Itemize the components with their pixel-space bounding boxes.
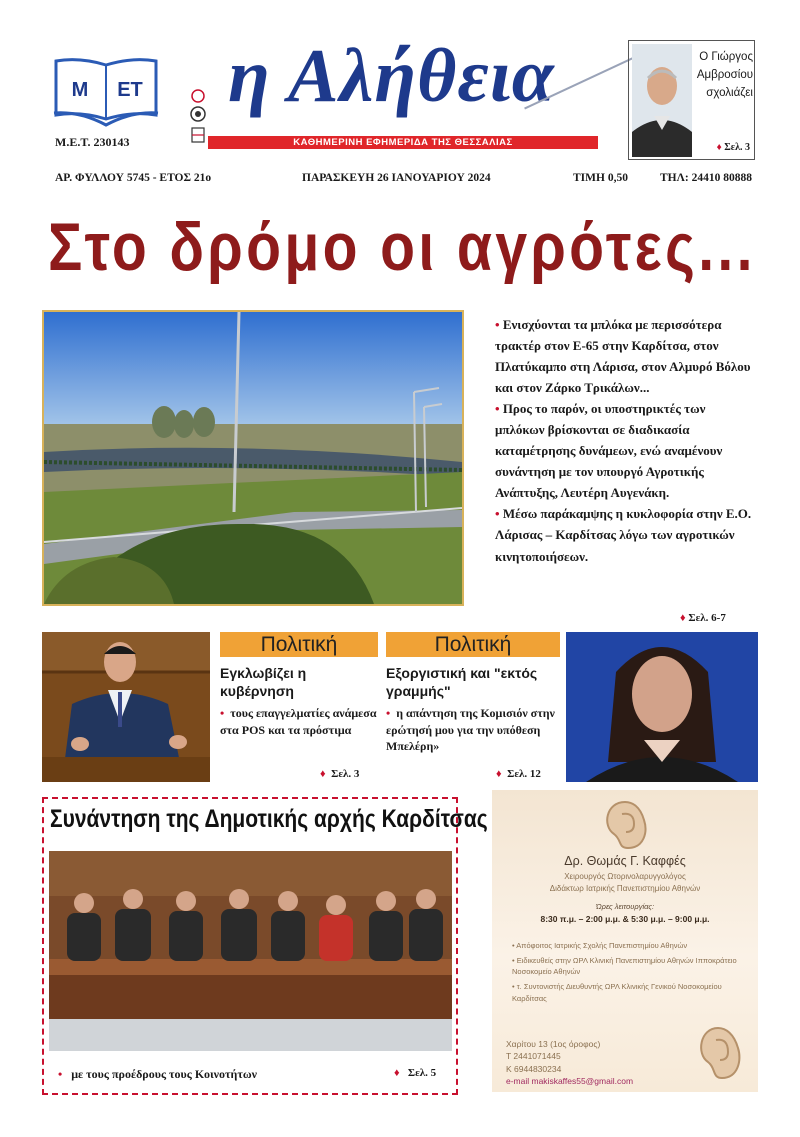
contact-phone: ΤΗΛ: 24410 80888 — [660, 172, 752, 184]
politics-story-left[interactable] — [220, 632, 378, 738]
meeting-page-ref[interactable]: ♦ Σελ. 5 — [394, 1067, 437, 1079]
politics-right-page-ref[interactable]: ♦ Σελ. 12 — [496, 768, 541, 780]
diamond-icon: ♦ — [716, 142, 722, 153]
diamond-icon: ♦ — [496, 768, 502, 780]
met-code: Μ.Ε.Τ. 230143 — [55, 135, 130, 149]
newspaper-title: η Αλήθεια — [228, 34, 555, 118]
doctor-specialty: Χειρουργός Ωτορινολαρυγγολόγος — [564, 872, 686, 881]
columnist-page-ref: ♦ Σελ. 3 — [716, 142, 750, 153]
story-text: • η απάντηση της Κομισιόν στην ερώτησή μου για την υπόθεση Μπελέρη» — [386, 705, 555, 754]
doctor-name: Δρ. Θωμάς Γ. Καφφές — [564, 854, 686, 868]
issue-number: ΑΡ. ΦΥΛΛΟΥ 5745 - ΕΤΟΣ 21ο — [55, 172, 212, 184]
diamond-icon: ♦ — [394, 1067, 400, 1079]
bullet-icon: • — [58, 1067, 63, 1081]
doctor-phone[interactable]: Τ 2441071445 — [506, 1051, 561, 1062]
meeting-title: Συνάντηση της Δημοτικής αρχής Καρδίτσας — [50, 805, 488, 833]
lead-bullet-2: • Προς το παρόν, οι υποστηρικτές των μπλόκων βρίσκονται σε διαδικασία καταμέτρησης δυνάμεων, ενώ αναμένουν συνάντηση με τον υπουργό Αγροτικής Ανάπτυξης, Λευτέρη Αυγενάκη. — [495, 401, 723, 501]
story-title: Εγκλωβίζει η κυβέρνηση — [220, 665, 307, 699]
farmers-blockade-photo[interactable] — [42, 310, 464, 606]
credential-item: • Ειδικευθείς στην ΩΡΛ Κλινική Πανεπιστημίου Αθηνών Ιπποκράτειο Νοσοκομείο Αθηνών — [512, 955, 737, 977]
meeting-caption: • με τους προέδρους τους Κοινοτήτων — [58, 1067, 258, 1081]
politician-photo-left[interactable] — [42, 632, 210, 782]
svg-text:ΕΤ: ΕΤ — [117, 79, 143, 101]
section-tag-politics: Πολιτική — [220, 632, 378, 657]
politician-photo-right[interactable] — [566, 632, 758, 782]
doctor-credentials — [512, 940, 742, 1007]
svg-text:Μ: Μ — [71, 79, 89, 101]
credential-item: • τ. Συντονιστής Διευθυντής ΩΡΛ Κλινικής Γενικού Νοσοκομείου Καρδίτσας — [512, 981, 722, 1003]
bullet-icon: • — [495, 401, 500, 417]
story-text: • τους επαγγελματίες ανάμεσα στα POS και τα πρόστιμα — [220, 705, 377, 737]
ear-logo-icon — [688, 1022, 748, 1084]
bullet-icon: • — [495, 506, 500, 522]
emblem-icons — [188, 88, 208, 148]
doctor-email[interactable]: e-mail makiskaffes55@gmail.com — [506, 1075, 634, 1086]
meeting-story-box[interactable] — [42, 797, 488, 1095]
doctor-mobile[interactable]: Κ 6944830234 — [506, 1063, 562, 1074]
newspaper-subtitle: ΚΑΘΗΜΕΡΙΝΗ ΕΦΗΜΕΡΙΔΑ ΤΗΣ ΘΕΣΣΑΛΙΑΣ — [208, 136, 598, 149]
bullet-icon: • — [220, 705, 225, 720]
main-headline: Στο δρόμο οι αγρότες... — [48, 209, 756, 285]
politics-left-page-ref[interactable]: ♦ Σελ. 3 — [320, 768, 360, 780]
section-tag-politics: Πολιτική — [386, 632, 560, 657]
lead-bullet-3: • Μέσω παράκαμψης η κυκλοφορία στην Ε.Ο. Λάρισας – Καρδίτσας λόγω των αγροτικών κινητοποιήσεων. — [495, 506, 752, 564]
bullet-icon: • — [495, 317, 500, 332]
doctor-degree: Διδάκτωρ Ιατρικής Πανεπιστημίου Αθηνών — [549, 884, 701, 893]
lead-story-bullets — [495, 314, 757, 567]
issue-price: ΤΙΜΗ 0,50 — [573, 172, 628, 184]
bullet-icon: • — [386, 705, 391, 720]
doctor-advertisement[interactable] — [492, 790, 758, 1092]
columnist-box[interactable] — [628, 40, 755, 160]
doctor-contact — [506, 1038, 633, 1087]
masthead — [228, 34, 620, 148]
met-logo — [50, 55, 162, 129]
columnist-photo — [632, 44, 692, 157]
meeting-photo — [49, 851, 452, 1051]
issue-date: ΠΑΡΑΣΚΕΥΗ 26 ΙΑΝΟΥΑΡΙΟΥ 2024 — [302, 172, 491, 184]
politics-story-right[interactable] — [386, 632, 560, 755]
office-hours: 8:30 π.μ. – 2:00 μ.μ. & 5:30 μ.μ. – 9:00 μ.μ. — [540, 914, 710, 924]
diamond-icon: ♦ — [680, 612, 686, 624]
credential-item: • Απόφοιτος Ιατρικής Σχολής Πανεπιστημίου Αθηνών — [512, 941, 688, 950]
ear-logo-icon — [592, 796, 658, 852]
story-title: Εξοργιστική και "εκτός γραμμής" — [386, 665, 538, 699]
diamond-icon: ♦ — [320, 768, 326, 780]
lead-page-ref[interactable]: ♦ Σελ. 6-7 — [680, 612, 726, 624]
doctor-address: Χαρίτου 13 (1ος όροφος) — [506, 1039, 601, 1049]
lead-bullet-1: • Ενισχύονται τα μπλόκα με περισσότερα τρακτέρ στον Ε-65 στην Καρδίτσα, στον Πλατύκαμπο στη Λάρισα, στον Αλμυρό Βόλου και στον Ζάρκο Τρικάλων... — [495, 317, 751, 396]
hours-label: Ώρες λειτουργίας: — [595, 902, 655, 911]
columnist-text: Ο Γιώργος Αμβροσίου σχολιάζει — [696, 51, 753, 99]
